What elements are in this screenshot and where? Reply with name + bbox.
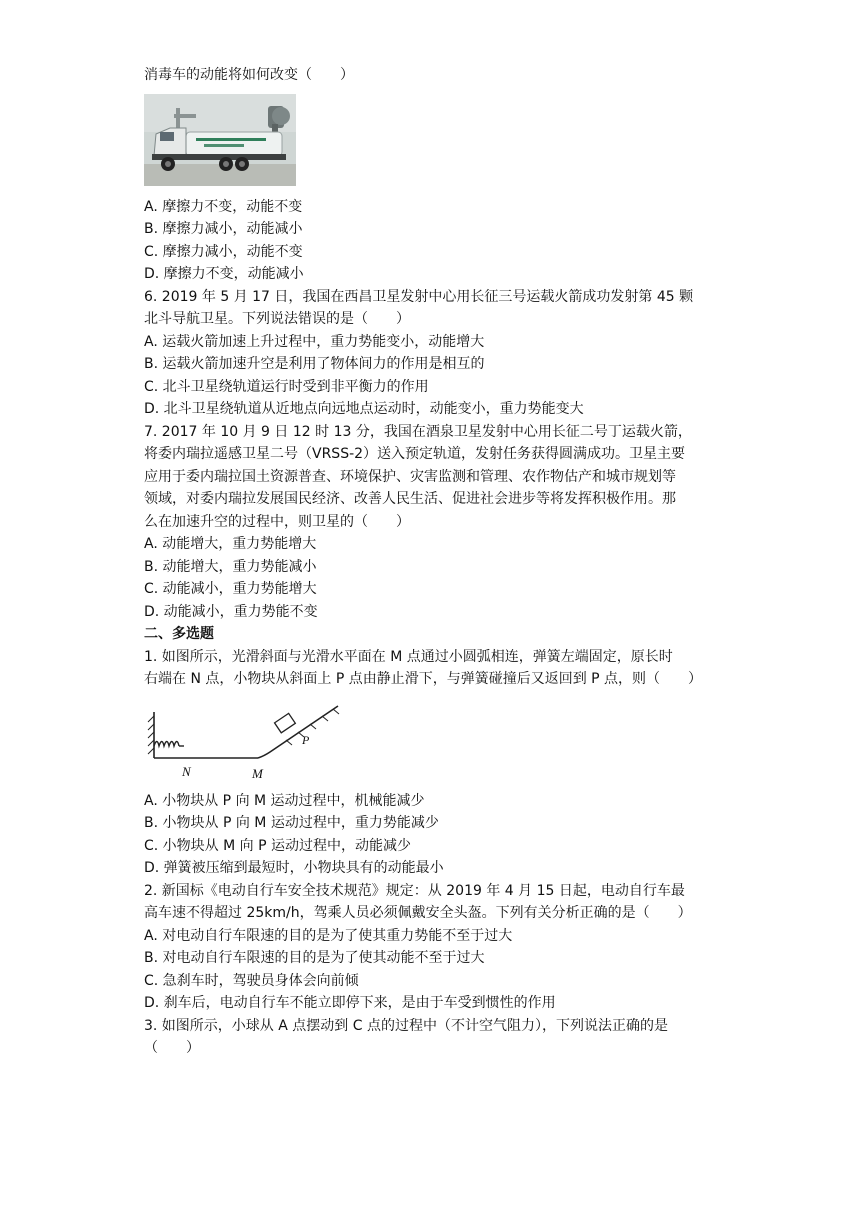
m3-stem-line: （ ）: [144, 1040, 200, 1056]
m2-option-b: B. 对电动自行车限速的目的是为了使其动能不至于过大: [144, 950, 485, 966]
q7-option-a: A. 动能增大，重力势能增大: [144, 536, 317, 552]
q7-stem: [144, 421, 716, 534]
m2-option-d: D. 刹车后，电动自行车不能立即停下来，是由于车受到惯性的作用: [144, 995, 556, 1011]
m2-stem: [144, 880, 716, 925]
m3-stem: [144, 1015, 716, 1060]
q7-option-c: C. 动能减小，重力势能增大: [144, 581, 317, 597]
m2-option-c: C. 急刹车时，驾驶员身体会向前倾: [144, 972, 359, 989]
q5-option-d: D. 摩擦力不变，动能减小: [144, 266, 304, 282]
document-content: [144, 64, 716, 1060]
q6-stem-line: 6. 2019 年 5 月 17 日，我国在西昌卫星发射中心用长征三号运载火箭成功发射第 45 颗: [144, 288, 694, 305]
q6-stem: [144, 286, 716, 331]
m1-stem: [144, 646, 716, 691]
m2-stem-line: 2. 新国标《电动自行车安全技术规范》规定：从 2019 年 4 月 15 日起，电动自行车最: [144, 882, 685, 899]
q6-stem-line: 北斗导航卫星。下列说法错误的是（ ）: [144, 311, 410, 327]
m1-options: [144, 790, 716, 880]
q6-option-b: B. 运载火箭加速升空是利用了物体间力的作用是相互的: [144, 356, 485, 372]
q5-options: [144, 196, 716, 286]
label-n: N: [182, 763, 191, 779]
q5-stem-tail: 消毒车的动能将如何改变（ ）: [144, 67, 354, 83]
q5-option-b: B. 摩擦力减小，动能减小: [144, 221, 303, 237]
q7-stem-line: 么在加速升空的过程中，则卫星的（ ）: [144, 513, 410, 530]
spring-slope-diagram: [146, 700, 342, 782]
q5-option-a: A. 摩擦力不变，动能不变: [144, 198, 303, 215]
q6-option-a: A. 运载火箭加速上升过程中，重力势能变小，动能增大: [144, 333, 485, 350]
section-heading: 二、多选题: [144, 626, 214, 642]
q7-stem-line: 将委内瑞拉遥感卫星二号（VRSS-2）送入预定轨道，发射任务获得圆满成功。卫星主要: [144, 446, 686, 462]
m1-option-c: C. 小物块从 M 向 P 运动过程中，动能减少: [144, 837, 411, 854]
q7-stem-line: 应用于委内瑞拉国土资源普查、环境保护、灾害监测和管理、农作物估产和城市规划等: [144, 468, 676, 485]
q6-options: [144, 331, 716, 421]
m1-option-b: B. 小物块从 P 向 M 运动过程中，重力势能减少: [144, 815, 439, 831]
q5-option-c: C. 摩擦力减小，动能不变: [144, 243, 303, 260]
label-p: P: [302, 732, 310, 747]
m2-option-a: A. 对电动自行车限速的目的是为了使其重力势能不至于过大: [144, 927, 513, 944]
disinfection-truck-image: [144, 94, 296, 186]
q7-option-b: B. 动能增大，重力势能减小: [144, 558, 317, 575]
q6-option-c: C. 北斗卫星绕轨道运行时受到非平衡力的作用: [144, 378, 429, 395]
m1-option-d: D. 弹簧被压缩到最短时，小物块具有的动能最小: [144, 860, 444, 876]
q7-stem-line: 7. 2017 年 10 月 9 日 12 时 13 分，我国在酒泉卫星发射中心用长征二号丁运载火箭，: [144, 423, 692, 440]
m2-stem-line: 高车速不得超过 25km/h，驾乘人员必须佩戴安全头盔。下列有关分析正确的是（ ）: [144, 905, 692, 921]
q7-stem-line: 领域，对委内瑞拉发展国民经济、改善人民生活、促进社会进步等将发挥积极作用。那: [144, 491, 676, 507]
m1-option-a: A. 小物块从 P 向 M 运动过程中，机械能减少: [144, 792, 425, 809]
q7-options: [144, 533, 716, 623]
q6-option-d: D. 北斗卫星绕轨道从近地点向远地点运动时，动能变小，重力势能变大: [144, 401, 584, 417]
m2-options: [144, 925, 716, 1015]
m1-stem-line: 1. 如图所示，光滑斜面与光滑水平面在 M 点通过小圆弧相连，弹簧左端固定，原长时: [144, 648, 673, 665]
m3-stem-line: 3. 如图所示，小球从 A 点摆动到 C 点的过程中（不计空气阻力），下列说法正确的是: [144, 1017, 668, 1034]
label-m: M: [252, 765, 263, 781]
m1-stem-line: 右端在 N 点，小物块从斜面上 P 点由静止滑下，与弹簧碰撞后又返回到 P 点，则（ ）: [144, 671, 703, 687]
q7-option-d: D. 动能减小，重力势能不变: [144, 603, 318, 620]
